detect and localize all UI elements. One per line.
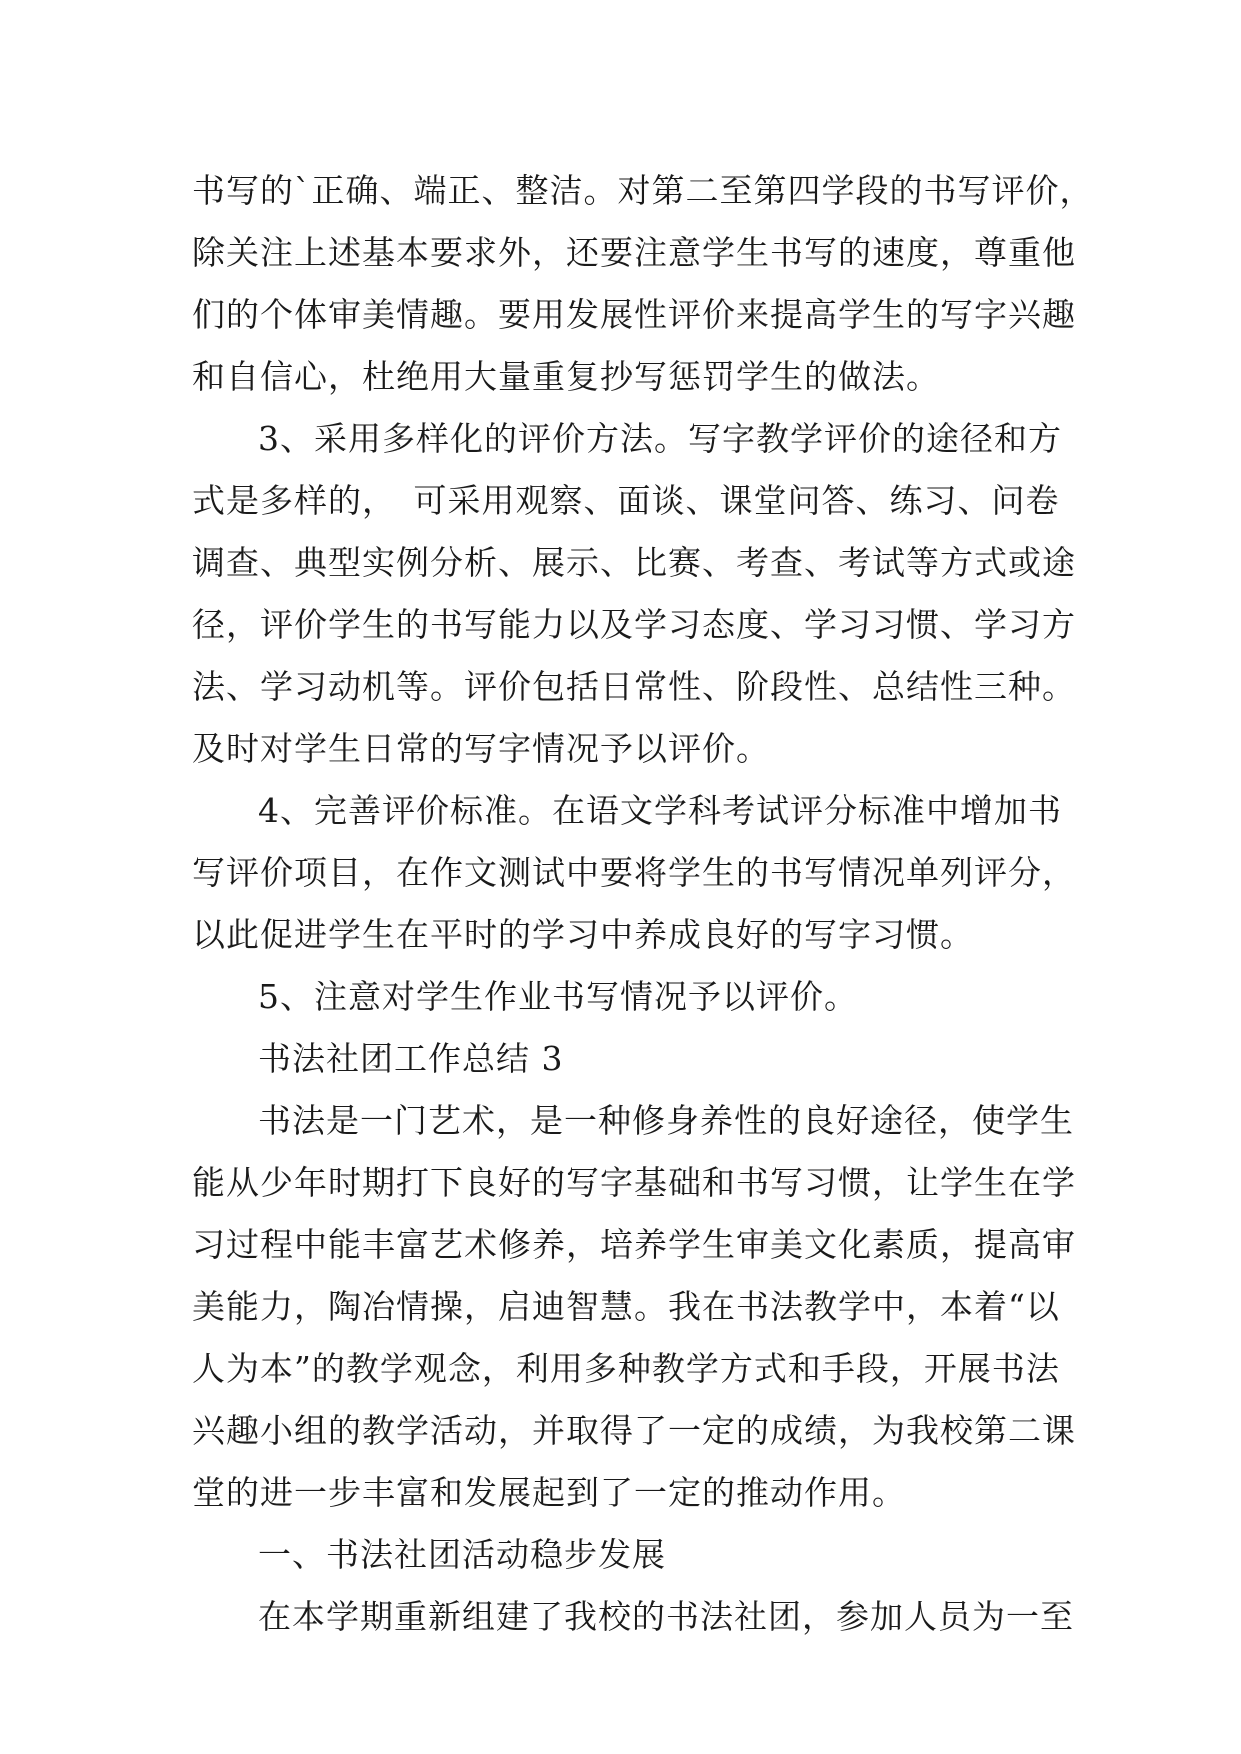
text-line: 书写的`正确、端正、整洁。对第二至第四学段的书写评价，: [192, 171, 1094, 210]
text-line: 除关注上述基本要求外，还要注意学生书写的速度，尊重他: [192, 233, 1076, 272]
text-line: 们的个体审美情趣。要用发展性评价来提高学生的写字兴趣: [192, 295, 1076, 334]
text-line: 径，评价学生的书写能力以及学习态度、学习习惯、学习方: [192, 605, 1076, 644]
section-heading: 书法社团工作总结 3: [258, 1039, 564, 1078]
text-line: 堂的进一步丰富和发展起到了一定的推动作用。: [192, 1473, 906, 1512]
subsection-heading: 一、书法社团活动稳步发展: [258, 1535, 666, 1574]
document-body: [192, 160, 1094, 1648]
text-line: 和自信心，杜绝用大量重复抄写惩罚学生的做法。: [192, 357, 940, 396]
text-line: 美能力，陶冶情操，启迪智慧。我在书法教学中，本着“以: [192, 1287, 1060, 1326]
text-line: 法、学习动机等。评价包括日常性、阶段性、总结性三种。: [192, 667, 1076, 706]
text-line: 5、注意对学生作业书写情况予以评价。: [258, 977, 858, 1016]
text-line: 调查、典型实例分析、展示、比赛、考查、考试等方式或途: [192, 543, 1076, 582]
text-line: 及时对学生日常的写字情况予以评价。: [192, 729, 770, 768]
text-line: 式是多样的， 可采用观察、面谈、课堂问答、练习、问卷: [192, 481, 1060, 520]
text-line: 习过程中能丰富艺术修养，培养学生审美文化素质，提高审: [192, 1225, 1076, 1264]
text-line: 4、完善评价标准。在语文学科考试评分标准中增加书: [258, 791, 1062, 830]
text-line: 人为本”的教学观念，利用多种教学方式和手段，开展书法: [192, 1349, 1060, 1388]
text-line: 3、采用多样化的评价方法。写字教学评价的途径和方: [258, 419, 1062, 458]
text-line: 在本学期重新组建了我校的书法社团，参加人员为一至: [258, 1597, 1074, 1636]
text-line: 写评价项目，在作文测试中要将学生的书写情况单列评分，: [192, 853, 1076, 892]
text-line: 以此促进学生在平时的学习中养成良好的写字习惯。: [192, 915, 974, 954]
text-line: 书法是一门艺术，是一种修身养性的良好途径，使学生: [258, 1101, 1074, 1140]
text-line: 能从少年时期打下良好的写字基础和书写习惯，让学生在学: [192, 1163, 1076, 1202]
text-line: 兴趣小组的教学活动，并取得了一定的成绩，为我校第二课: [192, 1411, 1076, 1450]
